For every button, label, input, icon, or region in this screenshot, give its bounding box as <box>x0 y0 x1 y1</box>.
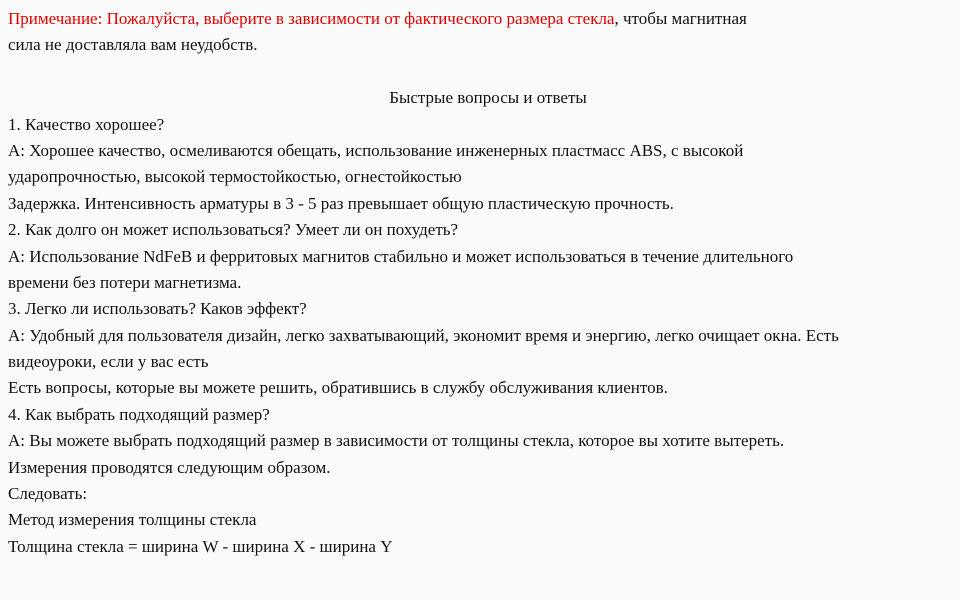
note-line-2: сила не доставляла вам неудобств. <box>8 35 258 55</box>
faq-question-3: 3. Легко ли использовать? Каков эффект? <box>8 299 307 319</box>
faq-answer-4-line-4: Метод измерения толщины стекла <box>8 510 257 530</box>
faq-title: Быстрые вопросы и ответы <box>389 88 587 108</box>
faq-answer-4-line-1: A: Вы можете выбрать подходящий размер в зависимости от толщины стекла, которое вы хотите вытереть. <box>8 431 785 451</box>
note-line-1 <box>8 6 948 32</box>
faq-answer-1-line-3: Задержка. Интенсивность арматуры в 3 - 5 раз превышает общую пластическую прочность. <box>8 193 674 213</box>
faq-answer-2-line-1: A: Использование NdFeB и ферритовых магнитов стабильно и может использоваться в течение длительного <box>8 246 794 266</box>
faq-answer-4-line-5: Толщина стекла = ширина W - ширина X - ширина Y <box>8 536 393 556</box>
faq-answer-1-line-2: ударопрочностью, высокой термостойкостью, огнестойкостью <box>8 167 462 187</box>
faq-answer-2-line-2: времени без потери магнетизма. <box>8 272 242 292</box>
blank-line <box>8 59 948 85</box>
faq-answer-4-line-2: Измерения проводятся следующим образом. <box>8 457 331 477</box>
note-continuation-text: , чтобы магнитная <box>614 9 747 28</box>
faq-answer-3-line-1: A: Удобный для пользователя дизайн, легко захватывающий, экономит время и энергию, легко очищает окна. Есть <box>8 325 839 345</box>
description-text-block <box>8 6 948 560</box>
faq-question-1: 1. Качество хорошее? <box>8 114 165 134</box>
note-warning-text: Примечание: Пожалуйста, выберите в зависимости от фактического размера стекла <box>8 9 615 28</box>
faq-answer-1-line-1: A: Хорошее качество, осмеливаются обещать, использование инженерных пластмасс ABS, с высокой <box>8 140 744 160</box>
faq-answer-3-line-2: видеоуроки, если у вас есть <box>8 352 209 372</box>
faq-answer-3-line-3: Есть вопросы, которые вы можете решить, обратившись в службу обслуживания клиентов. <box>8 378 668 398</box>
faq-question-2: 2. Как долго он может использоваться? Умеет ли он похудеть? <box>8 220 459 240</box>
faq-answer-4-line-3: Следовать: <box>8 484 88 504</box>
faq-question-4: 4. Как выбрать подходящий размер? <box>8 404 270 424</box>
